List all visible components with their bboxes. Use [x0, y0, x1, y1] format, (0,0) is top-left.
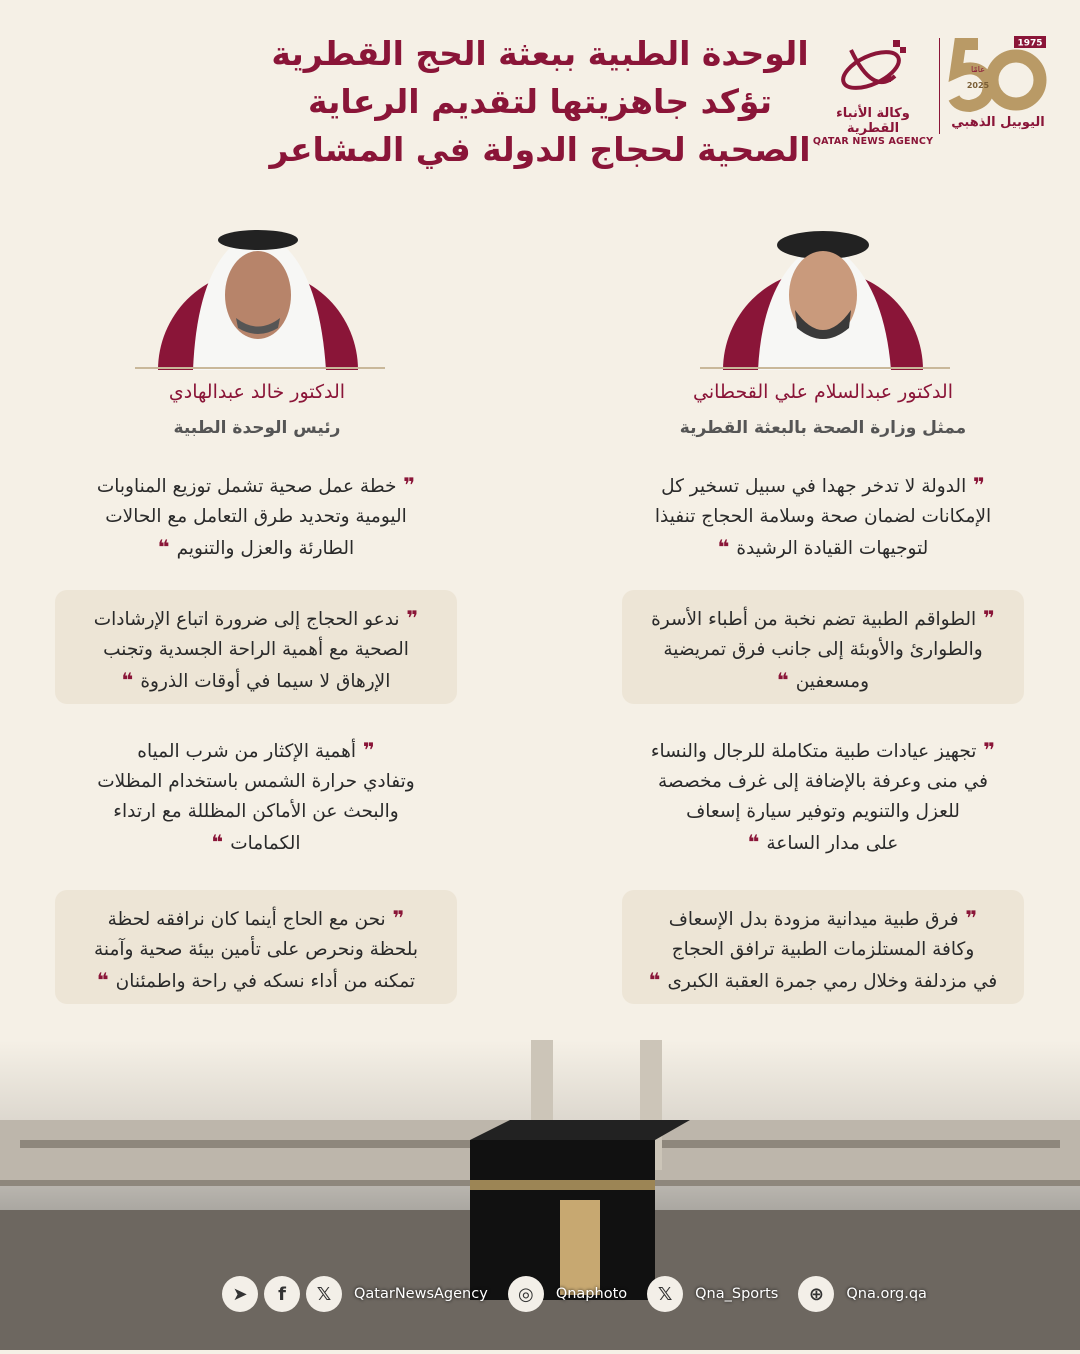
- quote-text: الصحية مع أهمية الراحة الجسدية وتجنب: [103, 639, 409, 660]
- quote-right-2: [622, 590, 1024, 704]
- quote-line: [55, 903, 457, 935]
- quote-line: [55, 827, 457, 859]
- quote-line: [55, 502, 457, 532]
- open-quote-icon: ❞: [396, 473, 416, 497]
- quote-line: [622, 635, 1024, 665]
- qna-name-en: QATAR NEWS AGENCY: [812, 136, 934, 147]
- quote-text: الدولة لا تدخر جهدا في سبيل تسخير كل: [661, 476, 967, 497]
- portrait-left-speaker: [138, 210, 378, 370]
- close-quote-icon: ❝: [157, 535, 177, 559]
- quote-text: ندعو الحجاج إلى ضرورة اتباع الإرشادات: [93, 609, 400, 630]
- quote-text: الطارئة والعزل والتنويم: [176, 538, 355, 559]
- quote-text: تجهيز عيادات طبية متكاملة للرجال والنساء: [650, 741, 977, 762]
- x-twitter-icon[interactable]: 𝕏: [647, 1276, 683, 1312]
- quote-line: [622, 470, 1024, 502]
- jubilee-text: اليوبيل الذهبي: [951, 115, 1045, 130]
- quote-line: [622, 965, 1024, 997]
- quote-text: في منى وعرفة بالإضافة إلى غرف مخصصة: [658, 771, 988, 792]
- quote-text: على مدار الساعة: [766, 833, 899, 854]
- quote-text: تمكنه من أداء نسكه في راحة واطمئنان: [115, 971, 416, 992]
- quote-right-3: [622, 735, 1024, 859]
- quote-left-2: [55, 590, 457, 704]
- quote-line: [55, 935, 457, 965]
- quote-text: والبحث عن الأماكن المظللة مع ارتداء: [113, 801, 399, 822]
- quote-text: نحن مع الحاج أينما كان نرافقه لحظة: [107, 909, 386, 930]
- website-link[interactable]: Qna.org.qa: [846, 1286, 927, 1302]
- quote-line: [622, 502, 1024, 532]
- quote-text: في مزدلفة وخلال رمي جمرة العقبة الكبرى: [667, 971, 998, 992]
- quote-text: الطواقم الطبية تضم نخبة من أطباء الأسرة: [651, 609, 977, 630]
- quote-right-4: [622, 890, 1024, 1004]
- jubilee-year-start: 1975: [1017, 38, 1043, 49]
- quote-left-3: [55, 735, 457, 859]
- quote-text: خطة عمل صحية تشمل توزيع المناوبات: [96, 476, 397, 497]
- quote-line: [55, 603, 457, 635]
- open-quote-icon: ❞: [976, 738, 996, 762]
- quote-line: [55, 767, 457, 797]
- speaker-name-right: الدكتور عبدالسلام علي القحطاني: [693, 381, 953, 403]
- portrait-right-speaker: [703, 210, 943, 370]
- quote-text: ومسعفين: [795, 671, 869, 692]
- qna-emblem-icon: [833, 36, 913, 100]
- close-quote-icon: ❝: [747, 830, 767, 854]
- open-quote-icon: ❞: [976, 606, 995, 630]
- quote-text: اليومية وتحديد طرق التعامل مع الحالات: [105, 506, 407, 527]
- jubilee-year-end: 2025: [966, 81, 990, 90]
- headline: [260, 30, 820, 174]
- quote-text: وتفادي حرارة الشمس باستخدام المظلات: [97, 771, 415, 792]
- quote-line: [622, 903, 1024, 935]
- x-twitter-icon[interactable]: 𝕏: [306, 1276, 342, 1312]
- jubilee-years-label: عامًا: [971, 65, 985, 74]
- quote-text: والطوارئ والأوبئة إلى جانب فرق تمريضية: [663, 639, 983, 660]
- quote-text: الإرهاق لا سيما في أوقات الذروة: [140, 671, 391, 692]
- quote-line: [622, 797, 1024, 827]
- close-quote-icon: ❝: [777, 668, 796, 692]
- headline-line: الوحدة الطبية ببعثة الحج القطرية: [271, 34, 809, 73]
- quote-line: [622, 827, 1024, 859]
- open-quote-icon: ❞: [385, 906, 405, 930]
- close-quote-icon: ❝: [717, 535, 737, 559]
- quote-line: [55, 532, 457, 564]
- quote-text: بلحظة ونحرص على تأمين بيئة صحية وآمنة: [93, 939, 418, 960]
- quote-line: [55, 635, 457, 665]
- headline-line: تؤكد جاهزيتها لتقديم الرعاية: [308, 82, 772, 121]
- telegram-icon[interactable]: ➤: [222, 1276, 258, 1312]
- social-handle-sports[interactable]: Qna_Sports: [695, 1286, 779, 1302]
- divider: [135, 367, 385, 369]
- quote-line: [622, 935, 1024, 965]
- quote-text: الكمامات: [230, 833, 301, 854]
- quote-line: [622, 735, 1024, 767]
- quote-text: وكافة المستلزمات الطبية ترافق الحجاج: [671, 939, 975, 960]
- speaker-role-right: ممثل وزارة الصحة بالبعثة القطرية: [679, 418, 967, 438]
- social-handle-photo[interactable]: Qnaphoto: [555, 1286, 628, 1302]
- open-quote-icon: ❞: [399, 606, 419, 630]
- quote-line: [622, 665, 1024, 697]
- speaker-role-left: رئيس الوحدة الطبية: [173, 418, 341, 438]
- close-quote-icon: ❝: [211, 830, 231, 854]
- quote-text: للعزل والتنويم وتوفير سيارة إسعاف: [686, 801, 960, 822]
- qna-logo: [812, 36, 934, 147]
- quote-line: [55, 665, 457, 697]
- close-quote-icon: ❝: [121, 668, 141, 692]
- quote-left-1: [55, 470, 457, 564]
- qna-name-ar: وكالة الأنباء القطرية: [836, 106, 910, 136]
- quote-text: أهمية الإكثار من شرب المياه: [137, 741, 357, 762]
- social-handle-main[interactable]: QatarNewsAgency: [354, 1286, 488, 1302]
- quote-left-4: [55, 890, 457, 1004]
- quote-line: [622, 767, 1024, 797]
- quote-text: فرق طبية ميدانية مزودة بدل الإسعاف: [668, 909, 959, 930]
- quote-line: [55, 797, 457, 827]
- quote-line: [622, 603, 1024, 635]
- close-quote-icon: ❝: [648, 968, 668, 992]
- open-quote-icon: ❞: [966, 473, 985, 497]
- globe-icon[interactable]: ⊕: [798, 1276, 834, 1312]
- open-quote-icon: ❞: [958, 906, 978, 930]
- divider: [700, 367, 950, 369]
- instagram-icon[interactable]: ◎: [508, 1276, 544, 1312]
- facebook-icon[interactable]: f: [264, 1276, 300, 1312]
- quote-line: [55, 965, 457, 997]
- quote-text: الإمكانات لضمان صحة وسلامة الحجاج تنفيذا: [654, 506, 992, 527]
- close-quote-icon: ❝: [96, 968, 116, 992]
- logo-divider: [939, 38, 940, 134]
- headline-line: الصحية لحجاج الدولة في المشاعر: [269, 130, 811, 169]
- quote-text: لتوجيهات القيادة الرشيدة: [736, 538, 929, 559]
- quote-line: [622, 532, 1024, 564]
- quote-line: [55, 735, 457, 767]
- quote-line: [55, 470, 457, 502]
- social-footer: [222, 1276, 941, 1312]
- open-quote-icon: ❞: [356, 738, 375, 762]
- quote-right-1: [622, 470, 1024, 564]
- speaker-name-left: الدكتور خالد عبدالهادي: [168, 381, 346, 403]
